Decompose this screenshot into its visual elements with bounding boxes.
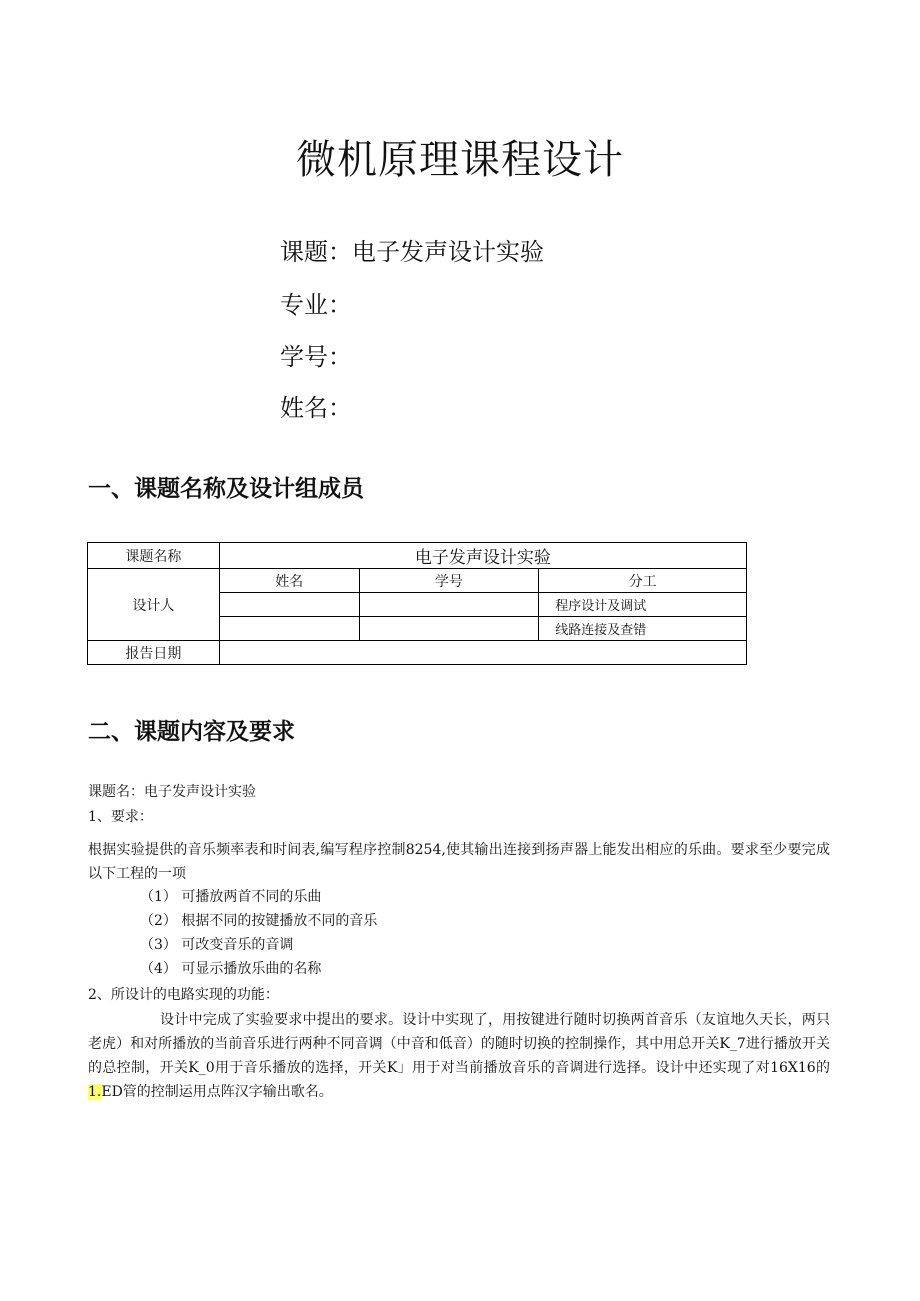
topic-line: 课题名：电子发声设计实验 (88, 784, 256, 800)
header-name: 姓名 (219, 569, 359, 593)
requirement-item: （2） 根据不同的按键播放不同的音乐 (140, 913, 378, 929)
section1-heading: 一、课题名称及设计组成员 (88, 476, 364, 502)
group-table (87, 542, 747, 665)
designer-label-cell: 设计人 (88, 569, 220, 641)
topic-label-cell: 课题名称 (88, 543, 220, 569)
info-topic-value: 电子发声设计实验 (352, 238, 544, 266)
requirements-heading: 1、要求： (88, 809, 153, 825)
info-topic (280, 232, 544, 267)
function-text: 设计中完成了实验要求中提出的要求。设计中实现了，用按键进行随时切换两首音乐（友谊地久天长，两只老虎）和对所播放的当前音乐进行两种不同音调（中音和低音）的随时切换的控制操作，其中用总开关K_7进行播放开关的总控制，开关K_0用于音乐播放的选择，开关K」用于对当前播放音乐的音调进行选择。设计中还实现了对16X16的 (88, 1012, 830, 1076)
requirement-item: （4） 可显示播放乐曲的名称 (140, 961, 322, 977)
date-label-cell: 报告日期 (88, 641, 220, 665)
topic-value-cell: 电子发声设计实验 (219, 543, 746, 569)
requirements-paragraph: 根据实验提供的音乐频率表和时间表,编写程序控制8254,使其输出连接到扬声器上能发出相应的乐曲。要求至少要完成以下工程的一项 (88, 842, 830, 882)
member-name (219, 617, 359, 641)
member-id (359, 617, 539, 641)
header-id: 学号 (359, 569, 539, 593)
info-major-label: 专业： (280, 291, 352, 319)
header-role: 分工 (539, 569, 747, 593)
date-value-cell (219, 641, 746, 665)
member-id (359, 593, 539, 617)
section2-heading: 二、课题内容及要求 (88, 719, 295, 745)
info-student-id (280, 337, 352, 372)
member-role: 线路连接及查错 (539, 617, 747, 641)
info-topic-label: 课题： (280, 238, 352, 266)
function-text-end: ED管的控制运用点阵汉字输出歌名。 (101, 1084, 333, 1100)
document-title: 微机原理课程设计 (296, 137, 624, 183)
requirement-item: （3） 可改变音乐的音调 (140, 937, 294, 953)
highlighted-text: 1. (88, 1084, 102, 1100)
info-student-id-label: 学号： (280, 343, 352, 371)
function-heading: 2、所设计的电路实现的功能： (88, 987, 279, 1003)
info-major (280, 285, 352, 320)
member-name (219, 593, 359, 617)
member-role: 程序设计及调试 (539, 593, 747, 617)
info-name-label: 姓名： (280, 394, 352, 422)
function-paragraph (88, 1008, 830, 1104)
info-name (280, 388, 352, 423)
requirement-item: （1） 可播放两首不同的乐曲 (140, 889, 322, 905)
